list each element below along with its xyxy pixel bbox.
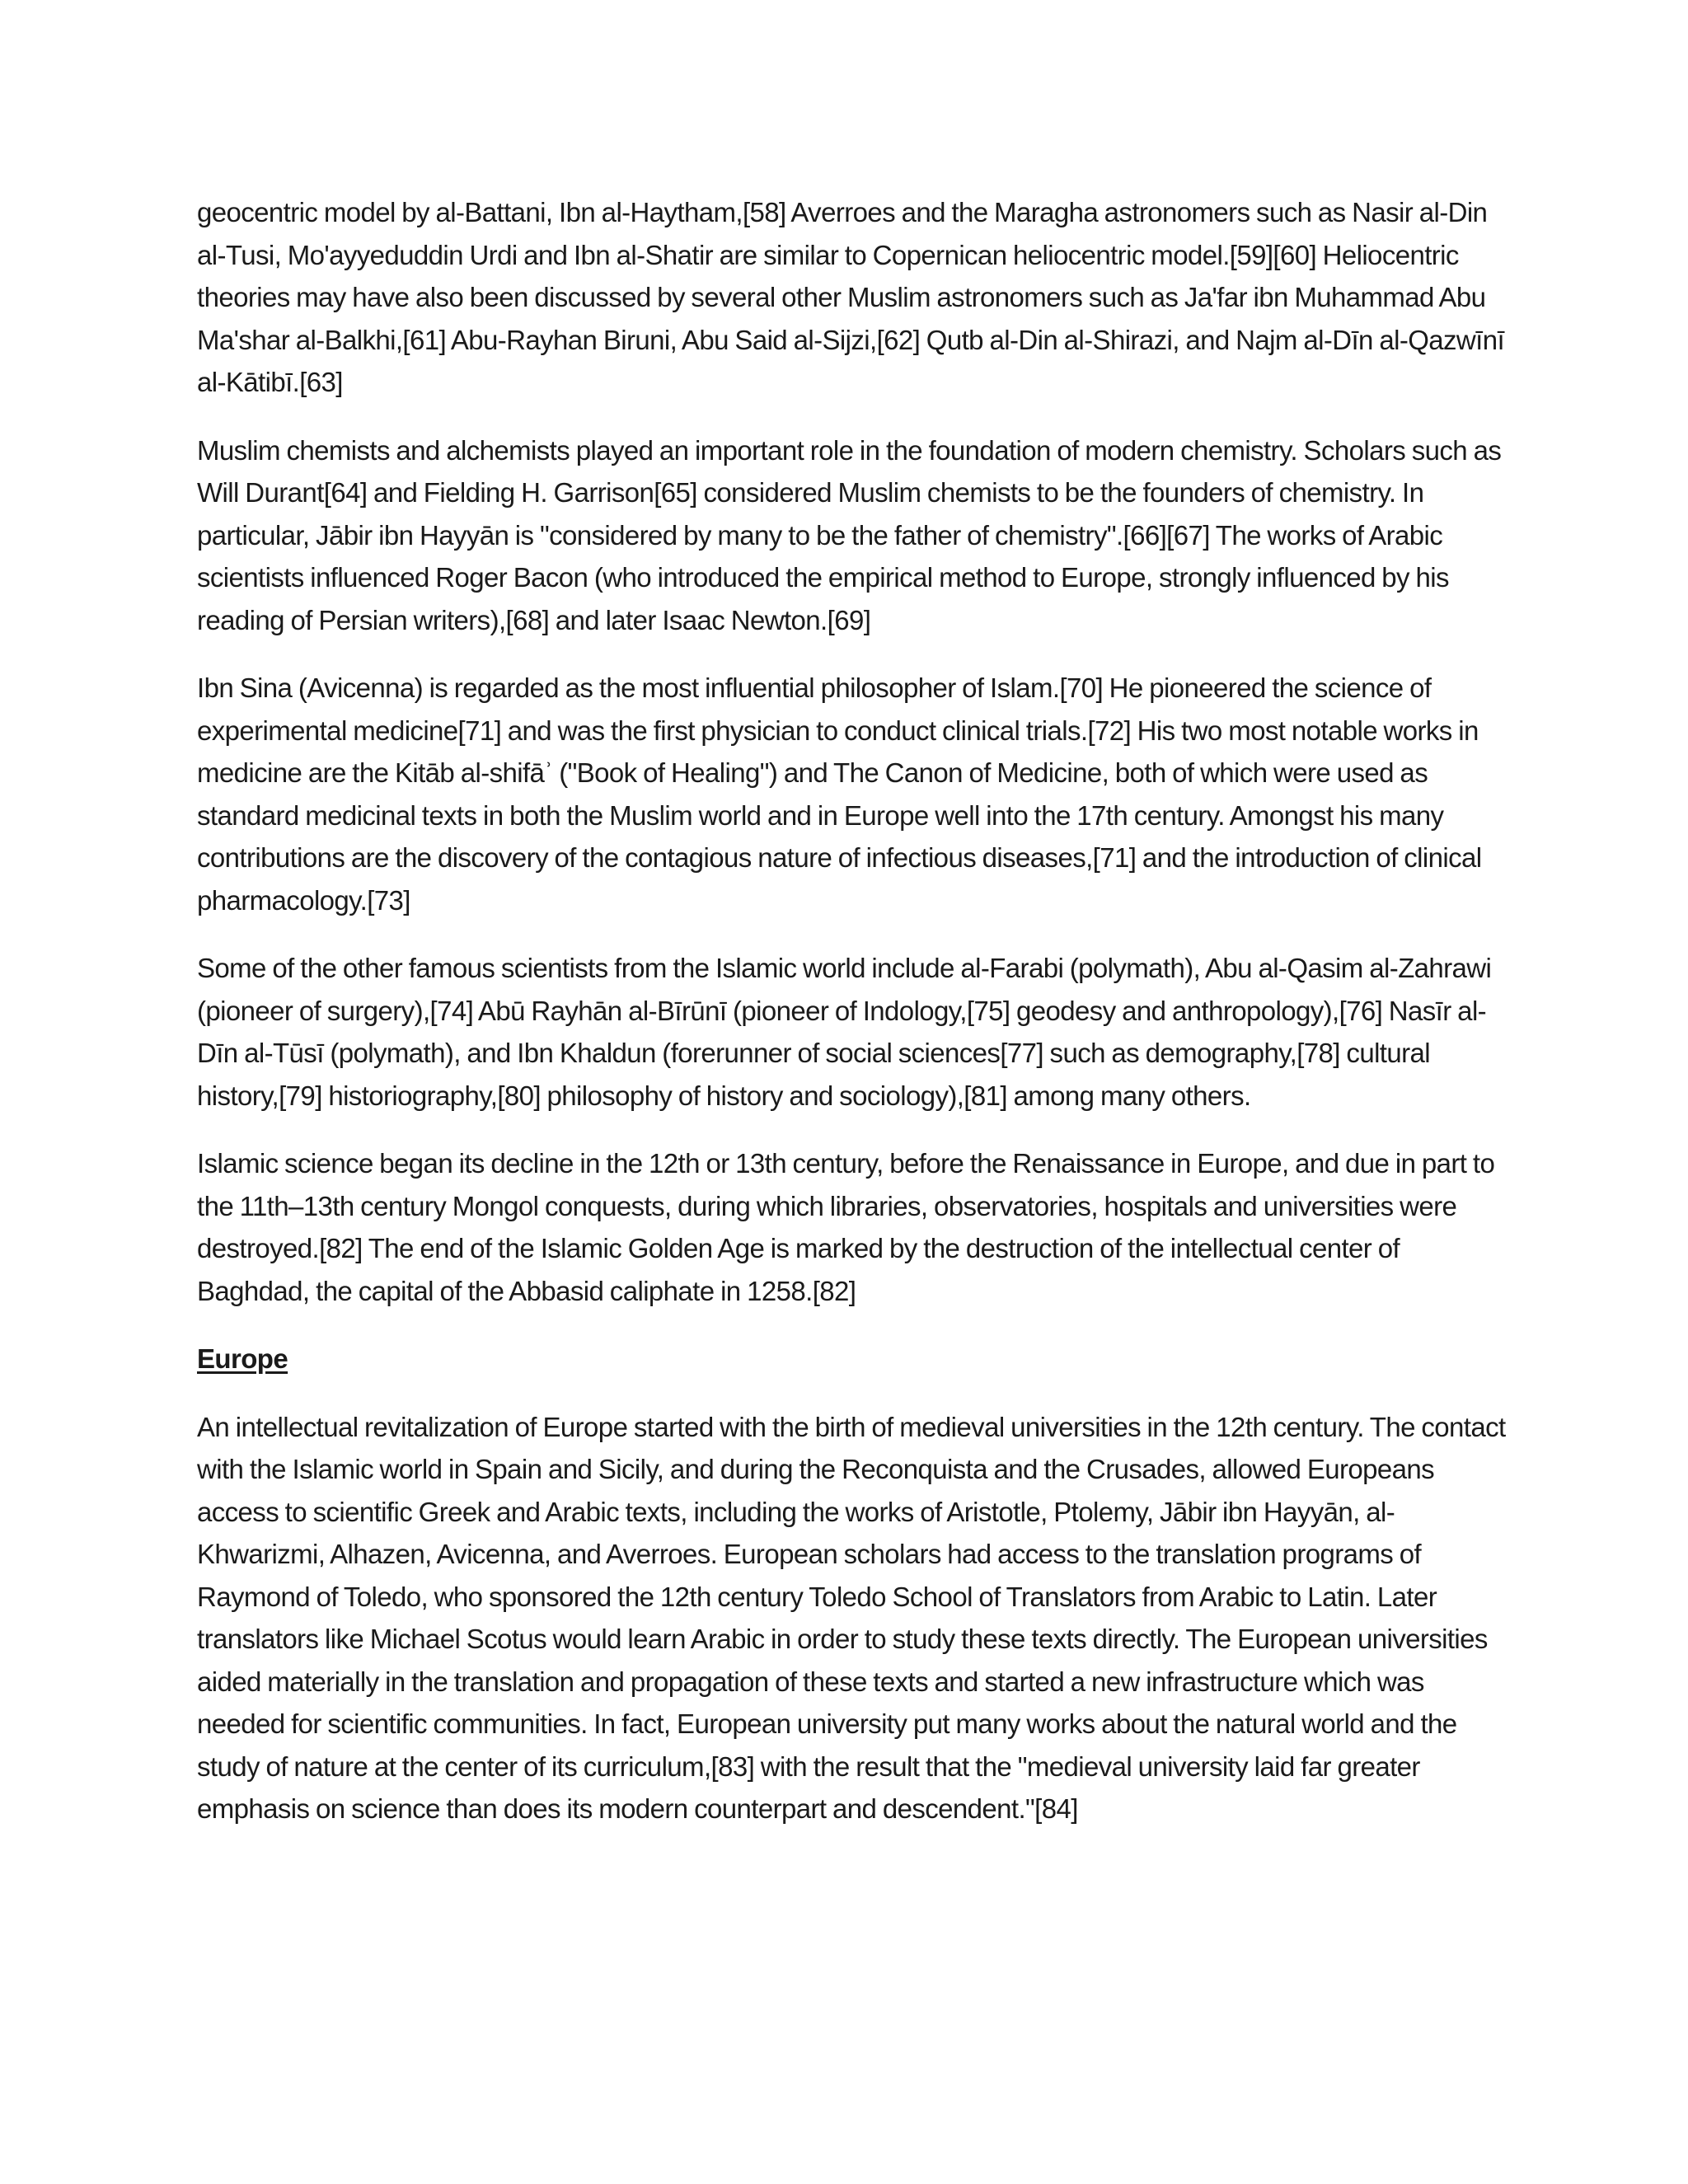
paragraph-islamic-science-decline: Islamic science began its decline in the 12th or 13th century, before the Renaissance in Europe, and due in part to the 11th–13th century Mongol conquests, during which libraries, observatories, hospitals and universities were destroyed.[82] The end of the Islamic Golden Age is marked by the destruction of the intellectual center of Baghdad, the capital of the Abbasid caliphate in 1258.[82] — [197, 1148, 1495, 1306]
section-heading-europe: Europe — [197, 1343, 288, 1374]
paragraph-heliocentric-astronomers: geocentric model by al-Battani, Ibn al-Haytham,[58] Averroes and the Maragha astronomers such as Nasir al-Din al-Tusi, Mo'ayyeduddin Urdi and Ibn al-Shatir are similar to Copernican heliocentric model.[59][60] Heliocentric theories may have also been discussed by several other Muslim astronomers such as Ja'far ibn Muhammad Abu Ma'shar al-Balkhi,[61] Abu-Rayhan Biruni, Abu Said al-Sijzi,[62] Qutb al-Din al-Shirazi, and Najm al-Dīn al-Qazwīnī al-Kātibī.[63] — [197, 197, 1505, 397]
paragraph-muslim-chemists: Muslim chemists and alchemists played an important role in the foundation of modern chemistry. Scholars such as Will Durant[64] and Fielding H. Garrison[65] considered Muslim chemists to be the founders of chemistry. In particular, Jābir ibn Hayyān is "considered by many to be the father of chemistry".[66][67] The works of Arabic scientists influenced Roger Bacon (who introduced the empirical method to Europe, strongly influenced by his reading of Persian writers),[68] and later Isaac Newton.[69] — [197, 434, 1502, 635]
paragraph-european-revitalization: An intellectual revitalization of Europe started with the birth of medieval universities in the 12th century. The contact with the Islamic world in Spain and Sicily, and during the Reconquista and the Crusades, allowed Europeans access to scientific Greek and Arabic texts, including the works of Aristotle, Ptolemy, Jābir ibn Hayyān, al-Khwarizmi, Alhazen, Avicenna, and Averroes. European scholars had access to the translation programs of Raymond of Toledo, who sponsored the 12th century Toledo School of Translators from Arabic to Latin. Later translators like Michael Scotus would learn Arabic in order to study these texts directly. The European universities aided materially in the translation and propagation of these texts and started a new infrastructure which was needed for scientific communities. In fact, European university put many works about the natural world and the study of nature at the center of its curriculum,[83] with the result that the "medieval university laid far greater emphasis on science than does its modern counterpart and descendent."[84] — [197, 1411, 1506, 1824]
paragraph-ibn-sina: Ibn Sina (Avicenna) is regarded as the most influential philosopher of Islam.[70] He pioneered the science of experimental medicine[71] and was the first physician to conduct clinical trials.[72] His two most notable works in medicine are the Kitāb al-shifāʾ ("Book of Healing") and The Canon of Medicine, both of which were used as standard medicinal texts in both the Muslim world and in Europe well into the 17th century. Amongst his many contributions are the discovery of the contagious nature of infectious diseases,[71] and the introduction of clinical pharmacology.[73] — [197, 673, 1482, 916]
document-page — [197, 191, 1516, 1856]
paragraph-famous-scientists: Some of the other famous scientists from the Islamic world include al-Farabi (polymath), Abu al-Qasim al-Zahrawi (pioneer of surgery),[74] Abū Rayhān al-Bīrūnī (pioneer of Indology,[75] geodesy and anthropology),[76] Nasīr al-Dīn al-Tūsī (polymath), and Ibn Khaldun (forerunner of social sciences[77] such as demography,[78] cultural history,[79] historiography,[80] philosophy of history and sociology),[81] among many others. — [197, 953, 1492, 1111]
